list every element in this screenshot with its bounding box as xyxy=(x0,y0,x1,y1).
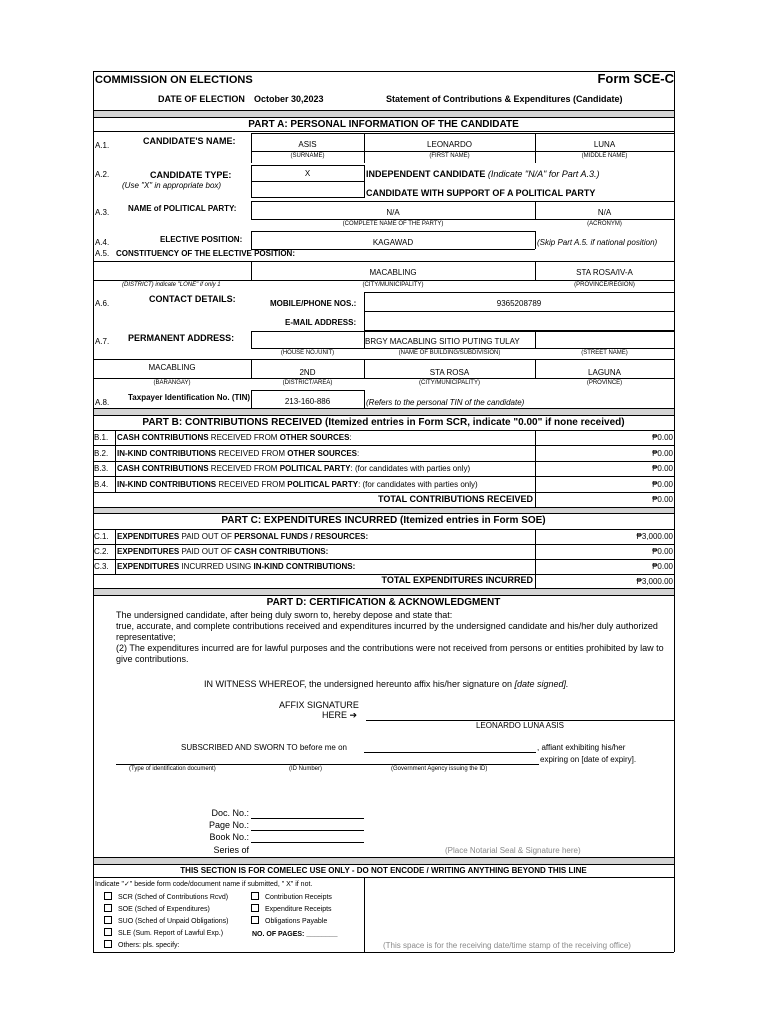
row-label-normal: : xyxy=(357,449,360,458)
checkbox-icon[interactable] xyxy=(104,904,112,912)
comelec-check-item[interactable] xyxy=(104,916,229,925)
divider xyxy=(364,390,365,408)
part-c-title: PART C: EXPENDITURES INCURRED (Itemized entries in Form SOE) xyxy=(221,515,546,526)
row-label-bold: PERSONAL FUNDS / RESOURCES: xyxy=(234,532,369,541)
divider xyxy=(535,231,536,249)
divider xyxy=(251,201,674,202)
page-no-label: Page No.: xyxy=(208,820,249,830)
mobile-value: 9365208789 xyxy=(496,299,542,308)
divider xyxy=(251,348,674,349)
checkbox-icon[interactable] xyxy=(104,928,112,936)
party-name-value: N/A xyxy=(386,208,400,217)
party-supported-label: CANDIDATE WITH SUPPORT OF A POLITICAL PARTY xyxy=(366,188,596,198)
row-label-normal: PAID OUT OF xyxy=(179,547,235,556)
contribution-row-label xyxy=(117,464,470,473)
building-caption: (NAME OF BUILDING/SUBDIVISION) xyxy=(398,350,501,356)
divider xyxy=(93,378,674,379)
affix-signature-line2: HERE ➔ xyxy=(322,710,358,720)
checkbox-icon[interactable] xyxy=(104,892,112,900)
statement-title: Statement of Contributions & Expenditures (Candidate) xyxy=(386,94,623,104)
barangay-caption: (BARANGAY) xyxy=(153,380,191,386)
comelec-check-item[interactable] xyxy=(104,904,210,913)
independent-note: (Indicate "N/A" for Part A.3.) xyxy=(487,169,600,179)
email-label: E-MAIL ADDRESS: xyxy=(285,318,357,327)
check-item-label: SLE (Sum. Report of Lawful Exp.) xyxy=(118,930,224,937)
row-label-bold: EXPENDITURES xyxy=(117,547,180,556)
district-area-caption: (DISTRICT/AREA) xyxy=(282,380,333,386)
divider xyxy=(535,331,536,348)
total-contributions-value: ₱0.00 xyxy=(652,495,673,504)
city-caption: (CITY/MUNICIPALITY) xyxy=(419,380,480,386)
row-number: B.1. xyxy=(94,433,109,442)
comelec-check-item[interactable] xyxy=(251,892,332,901)
divider xyxy=(251,842,364,843)
agency-caption: (Government Agency issuing the ID) xyxy=(391,766,488,772)
comelec-check-item[interactable] xyxy=(104,928,223,937)
affix-signature-line1: AFFIX SIGNATURE xyxy=(279,700,359,710)
expenditure-row-label xyxy=(117,562,355,571)
row-label-bold: EXPENDITURES xyxy=(117,532,180,541)
row-number: C.2. xyxy=(94,547,109,556)
total-expenditures-value: ₱3,000.00 xyxy=(636,577,673,586)
building-value: BRGY MACABLING SITIO PUTING TULAY xyxy=(365,337,520,346)
row-label-normal: : (for candidates with parties only) xyxy=(358,480,478,489)
divider xyxy=(251,197,365,198)
party-supported-checkbox[interactable] xyxy=(251,185,364,197)
row-number: C.1. xyxy=(94,532,109,541)
contribution-row-label xyxy=(117,433,352,442)
check-item-label: Expenditure Receipts xyxy=(265,906,332,913)
comelec-instruction: Indicate "✓" beside form code/document name if submitted, " X" if not. xyxy=(95,881,313,888)
row-number: B.2. xyxy=(94,449,109,458)
commission-title: COMMISSION ON ELECTIONS xyxy=(95,74,253,86)
contribution-amount: ₱0.00 xyxy=(652,480,673,489)
province-caption: (PROVINCE) xyxy=(586,380,623,386)
row-number: B.3. xyxy=(94,464,109,473)
checkbox-icon[interactable] xyxy=(104,916,112,924)
divider xyxy=(251,133,674,134)
row-number: B.4. xyxy=(94,480,109,489)
comelec-check-item[interactable] xyxy=(104,940,179,949)
row-label-normal: RECEIVED FROM xyxy=(208,433,280,442)
row-label-bold: CASH CONTRIBUTIONS: xyxy=(234,547,329,556)
checkbox-icon[interactable] xyxy=(251,904,259,912)
row-divider xyxy=(93,461,674,462)
frame-right xyxy=(674,71,675,952)
a7-number: A.7. xyxy=(95,337,110,346)
divider xyxy=(93,857,674,858)
comelec-check-item[interactable] xyxy=(251,904,332,913)
row-label-bold: POLITICAL PARTY xyxy=(279,464,351,473)
divider xyxy=(251,331,674,332)
comelec-check-item[interactable] xyxy=(104,892,228,901)
row-label-normal: PAID OUT OF xyxy=(179,532,235,541)
district-caption: (DISTRICT) indicate "LONE" if only 1 xyxy=(122,282,221,288)
row-label-bold: EXPENDITURES xyxy=(117,562,180,571)
constituency-city-caption: (CITY/MUNICIPALITY) xyxy=(362,282,424,288)
email-field[interactable] xyxy=(366,318,672,328)
date-of-election-label: DATE OF ELECTION xyxy=(158,94,245,104)
row-label-bold: CASH CONTRIBUTIONS xyxy=(117,433,209,442)
divider xyxy=(93,359,674,360)
divider xyxy=(93,408,674,409)
comelec-title: THIS SECTION IS FOR COMELEC USE ONLY - DO NOT ENCODE / WRITING ANYTHING BEYOND THIS LINE xyxy=(180,866,587,875)
a1-number: A.1. xyxy=(95,141,110,150)
row-label-bold: IN-KIND CONTRIBUTIONS xyxy=(117,449,217,458)
expiring-text: expiring on [date of expiry]. xyxy=(540,755,637,764)
party-acronym-caption: (ACRONYM) xyxy=(587,221,622,227)
party-acronym-value: N/A xyxy=(597,208,612,217)
barangay-value: MACABLING xyxy=(148,363,196,372)
contribution-row-label xyxy=(117,480,478,489)
row-divider xyxy=(93,476,674,477)
expenditure-row-label xyxy=(117,547,328,556)
contribution-amount: ₱0.00 xyxy=(652,464,673,473)
form-code: Form SCE-C xyxy=(597,71,674,86)
row-label-normal: RECEIVED FROM xyxy=(216,480,288,489)
part-a-title: PART A: PERSONAL INFORMATION OF THE CANDIDATE xyxy=(248,119,519,130)
notary-seal-note: (Place Notarial Seal & Signature here) xyxy=(445,846,581,855)
divider xyxy=(364,877,365,952)
a6-label: CONTACT DETAILS: xyxy=(149,294,236,304)
constituency-province-caption: (PROVINCE/REGION) xyxy=(574,282,635,288)
divider xyxy=(251,219,674,220)
expenditure-amount: ₱0.00 xyxy=(652,562,673,571)
divider xyxy=(93,529,674,530)
a8-number: A.8. xyxy=(95,398,110,407)
a2-label: CANDIDATE TYPE: xyxy=(150,170,232,180)
a4-number: A.4. xyxy=(95,238,110,247)
a7-label: PERMANENT ADDRESS: xyxy=(128,333,235,343)
comelec-check-item[interactable] xyxy=(251,916,327,925)
divider xyxy=(251,390,364,391)
contribution-amount: ₱0.00 xyxy=(652,433,673,442)
a4-note: (Skip Part A.5. if national position) xyxy=(537,238,658,247)
divider xyxy=(93,415,674,416)
divider xyxy=(251,181,365,182)
check-item-label: Obligations Payable xyxy=(265,918,328,925)
house-caption: (HOUSE NO./UNIT) xyxy=(280,350,335,356)
divider xyxy=(251,231,535,232)
district-value: 2ND xyxy=(299,368,316,377)
row-label-bold: IN-KIND CONTRIBUTIONS: xyxy=(253,562,356,571)
date-of-election-value: October 30,2023 xyxy=(254,94,324,104)
row-divider xyxy=(93,445,674,446)
total-expenditures-label: TOTAL EXPENDITURES INCURRED xyxy=(381,575,533,585)
divider xyxy=(364,752,536,753)
divider xyxy=(251,818,364,819)
surname-caption: (SURNAME) xyxy=(290,153,325,159)
doc-no-label: Doc. No.: xyxy=(211,808,249,818)
contribution-row-label xyxy=(117,449,359,458)
middle-name-value: LUNA xyxy=(593,140,616,149)
a2-sublabel: (Use "X" in appropriate box) xyxy=(122,181,222,190)
divider xyxy=(93,864,674,865)
series-of-label: Series of xyxy=(213,845,249,855)
expenditure-amount: ₱0.00 xyxy=(652,547,673,556)
tin-note: (Refers to the personal TIN of the candidate) xyxy=(366,398,525,407)
no-of-pages-label: NO. OF PAGES: ________ xyxy=(252,931,338,938)
certification-item-1: true, accurate, and complete contributions received and expenditures incurred by the undersigned candidate and his/her duly authorized representative; xyxy=(116,621,658,642)
independent-text: INDEPENDENT CANDIDATE xyxy=(366,169,486,179)
a5-label: CONSTITUENCY OF THE ELECTIVE POSITION: xyxy=(116,249,295,258)
divider xyxy=(93,595,674,596)
divider xyxy=(364,292,674,293)
constituency-province-value: STA ROSA/IV-A xyxy=(576,268,633,277)
a8-label: Taxpayer Identification No. (TIN) xyxy=(128,393,251,402)
divider xyxy=(364,292,365,330)
divider xyxy=(364,311,674,312)
first-name-caption: (FIRST NAME) xyxy=(429,153,470,159)
part-a-band xyxy=(94,110,674,117)
checkbox-icon[interactable] xyxy=(104,940,112,948)
part-b-title: PART B: CONTRIBUTIONS RECEIVED (Itemized entries in Form SCR, indicate "0.00" if none received) xyxy=(142,417,625,428)
check-item-label: Contribution Receipts xyxy=(265,894,332,901)
mobile-label: MOBILE/PHONE NOS.: xyxy=(270,299,357,308)
surname-value: ASIS xyxy=(298,140,317,149)
witness-text xyxy=(204,679,569,689)
row-label-bold: OTHER SOURCES xyxy=(287,449,358,458)
row-label-bold: OTHER SOURCES xyxy=(279,433,350,442)
signature-field[interactable] xyxy=(366,700,672,720)
a6-number: A.6. xyxy=(95,299,110,308)
check-item-label: Others: pls. specify: xyxy=(118,942,180,949)
row-divider xyxy=(93,492,674,493)
check-item-label: SOE (Sched of Expenditures) xyxy=(118,906,210,913)
row-divider xyxy=(93,559,674,560)
id-number-caption: (ID Number) xyxy=(289,766,323,772)
province-value: LAGUNA xyxy=(588,368,621,377)
a2-number: A.2. xyxy=(95,170,110,179)
first-name-value: LEONARDO xyxy=(427,140,472,149)
divider xyxy=(251,331,252,348)
city-value: STA ROSA xyxy=(429,368,470,377)
row-label-normal: RECEIVED FROM xyxy=(208,464,280,473)
constituency-city-value: MACABLING xyxy=(369,268,417,277)
divider xyxy=(115,430,116,493)
divider xyxy=(116,764,539,765)
row-label-normal: RECEIVED FROM xyxy=(216,449,288,458)
middle-name-caption: (MIDDLE NAME) xyxy=(581,153,628,159)
divider xyxy=(93,877,674,878)
divider xyxy=(93,131,674,132)
part-d-title: PART D: CERTIFICATION & ACKNOWLEDGMENT xyxy=(266,597,501,608)
tin-value: 213-160-886 xyxy=(284,397,331,406)
divider xyxy=(93,430,674,431)
row-divider xyxy=(93,544,674,545)
divider xyxy=(93,261,674,262)
divider xyxy=(251,151,674,152)
divider xyxy=(251,165,365,166)
divider xyxy=(93,513,674,514)
row-label-bold: CASH CONTRIBUTIONS xyxy=(117,464,209,473)
row-number: C.3. xyxy=(94,562,109,571)
independent-label xyxy=(366,169,599,179)
total-contributions-label: TOTAL CONTRIBUTIONS RECEIVED xyxy=(377,494,533,504)
divider xyxy=(251,830,364,831)
party-name-caption: (COMPLETE NAME OF THE PARTY) xyxy=(342,221,444,227)
contribution-amount: ₱0.00 xyxy=(652,449,673,458)
row-label-normal: : xyxy=(349,433,352,442)
street-caption: (STREET NAME) xyxy=(581,350,628,356)
a1-label: CANDIDATE'S NAME: xyxy=(143,136,236,146)
elective-position-value: KAGAWAD xyxy=(372,238,414,247)
signer-name: LEONARDO LUNA ASIS xyxy=(475,721,565,730)
checkbox-icon[interactable] xyxy=(251,916,259,924)
book-no-label: Book No.: xyxy=(209,832,249,842)
row-label-normal: : (for candidates with parties only) xyxy=(350,464,471,473)
checkbox-icon[interactable] xyxy=(251,892,259,900)
row-label-bold: POLITICAL PARTY xyxy=(287,480,359,489)
expenditure-amount: ₱3,000.00 xyxy=(636,532,673,541)
id-type-caption: (Type of identification document) xyxy=(129,766,216,772)
receiving-stamp-note: (This space is for the receiving date/time stamp of the receiving office) xyxy=(383,941,631,950)
divider xyxy=(93,117,674,118)
divider xyxy=(364,165,365,197)
witness-date: [date signed]. xyxy=(514,679,569,689)
subscribed-text: SUBSCRIBED AND SWORN TO before me on xyxy=(181,743,347,752)
a5-number: A.5. xyxy=(95,249,110,258)
certification-intro: The undersigned candidate, after being duly sworn to, hereby depose and state that: xyxy=(116,610,453,620)
independent-checkbox[interactable]: X xyxy=(304,169,311,178)
a4-label: ELECTIVE POSITION: xyxy=(160,235,243,244)
frame-bottom xyxy=(93,952,674,953)
row-label-normal: INCURRED USING xyxy=(179,562,254,571)
check-item-label: SCR (Sched of Contributions Rcvd) xyxy=(118,894,229,901)
divider xyxy=(93,110,674,111)
row-label-bold: IN-KIND CONTRIBUTIONS xyxy=(117,480,217,489)
divider xyxy=(115,529,116,574)
a3-number: A.3. xyxy=(95,208,110,217)
witness-statement: IN WITNESS WHEREOF, the undersigned hereunto affix his/her signature on xyxy=(204,679,512,689)
expenditure-row-label xyxy=(117,532,368,541)
a3-label: NAME of POLITICAL PARTY: xyxy=(128,204,237,213)
affiant-text: , affiant exhibiting his/her xyxy=(537,743,626,752)
certification-item-2: (2) The expenditures incurred are for lawful purposes and the contributions were not received from persons or entities prohibited by law to give contributions. xyxy=(116,643,664,664)
check-item-label: SUO (Sched of Unpaid Obligations) xyxy=(118,918,229,925)
divider xyxy=(93,280,674,281)
